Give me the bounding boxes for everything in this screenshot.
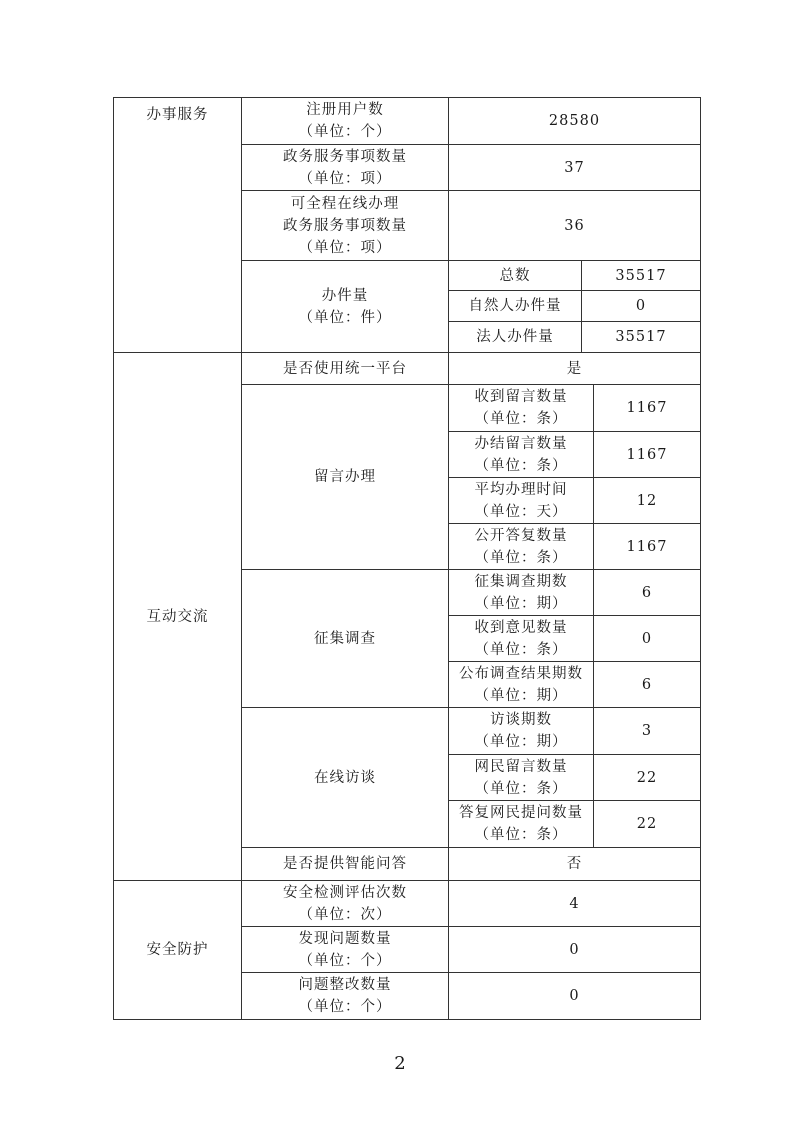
interview-messages-value: 22: [636, 769, 658, 786]
unified-platform-value: 是: [566, 360, 583, 377]
survey-results-label: 公布调查结果期数 （单位：期）: [459, 665, 583, 704]
registered-users-value: 28580: [548, 113, 601, 129]
service-items-label: 政务服务事项数量 （单位：项）: [283, 148, 407, 187]
section-title-services: 办事服务: [146, 107, 209, 123]
survey-group-title: 征集调查: [314, 630, 376, 647]
issues-found-value: 0: [569, 941, 580, 958]
section-title-security: 安全防护: [146, 942, 209, 958]
issues-found-label: 发现问题数量 （单位：个）: [298, 930, 392, 969]
registered-users-label: 注册用户数 （单位：个）: [298, 102, 392, 140]
survey-results-value: 6: [641, 676, 653, 693]
interview-periods-value: 3: [641, 723, 653, 739]
issues-fixed-value: 0: [569, 988, 580, 1004]
smart-qa-label: 是否提供智能问答: [283, 856, 407, 872]
messages-received-label: 收到留言数量 （单位：条）: [474, 389, 568, 427]
assessments-value: 4: [569, 895, 580, 912]
cases-label: 办件量 （单位：件）: [298, 287, 392, 326]
cases-total-value: 35517: [615, 267, 667, 284]
page-number: 2: [394, 1053, 406, 1074]
messages-public-replies-label: 公开答复数量 （单位：条）: [474, 527, 568, 566]
interview-answers-value: 22: [636, 816, 658, 832]
section-title-interaction: 互动交流: [146, 608, 209, 625]
messages-handled-value: 1167: [626, 446, 668, 463]
interview-periods-label: 访谈期数 （单位：期）: [474, 712, 568, 750]
survey-opinions-label: 收到意见数量 （单位：条）: [474, 619, 568, 658]
interview-messages-label: 网民留言数量 （单位：条）: [474, 758, 568, 797]
survey-periods-value: 6: [641, 584, 653, 601]
online-items-label: 可全程在线办理 政务服务事项数量 （单位：项）: [283, 195, 407, 256]
cases-legal-label: 法人办件量: [476, 329, 554, 345]
messages-avg-time-label: 平均办理时间 （单位：天）: [474, 481, 568, 520]
cases-legal-value: 35517: [615, 329, 667, 345]
issues-fixed-label: 问题整改数量 （单位：个）: [298, 977, 392, 1015]
cases-total-label: 总数: [499, 267, 531, 284]
interview-group-title: 在线访谈: [314, 769, 376, 786]
survey-periods-label: 征集调查期数 （单位：期）: [474, 573, 568, 612]
interview-answers-label: 答复网民提问数量 （单位：条）: [459, 805, 583, 843]
service-items-value: 37: [564, 159, 585, 176]
messages-received-value: 1167: [626, 400, 668, 416]
survey-opinions-value: 0: [641, 630, 653, 647]
smart-qa-value: 否: [566, 856, 583, 872]
messages-avg-time-value: 12: [636, 492, 658, 509]
messages-group-title: 留言办理: [314, 469, 376, 485]
unified-platform-label: 是否使用统一平台: [283, 360, 407, 377]
assessments-label: 安全检测评估次数 （单位：次）: [283, 884, 407, 923]
cases-natural-label: 自然人办件量: [468, 298, 562, 314]
messages-public-replies-value: 1167: [626, 538, 668, 555]
messages-handled-label: 办结留言数量 （单位：条）: [474, 435, 568, 474]
online-items-value: 36: [564, 217, 585, 234]
cases-natural-value: 0: [635, 298, 647, 314]
